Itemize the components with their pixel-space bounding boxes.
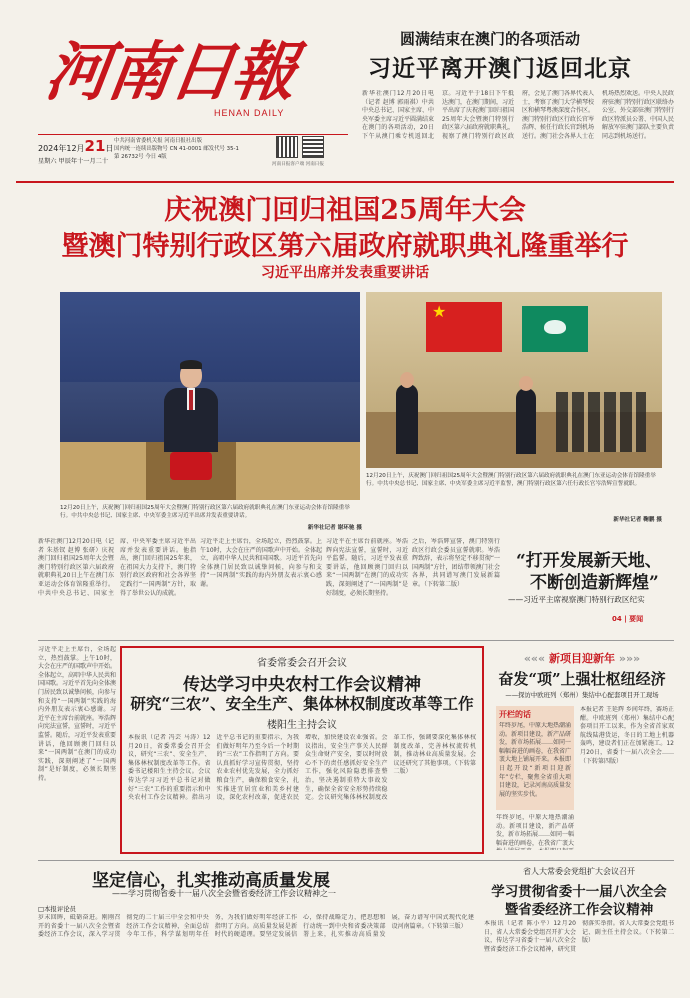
lead-body-1: 新华社澳门12月20日电（记者 朱基钗 赵博 张研）庆祝澳门回归祖国25周年大会暨澳门特别行政区第六届政府就职典礼20日上午在澳门东亚运动会体育馆隆重举行。中共中央总书记、国家主席、中央军委主席习近平出席并发表重要讲话。他指出，澳门回归祖国25年来，在祖国大力支持下，澳门特别行政区政府和社会各界坚定践行“一国两制”方针，取得了举世公认的成就。 bbox=[38, 538, 196, 597]
project-body-2: 年终岁尾，中原大地热潮涌动。新项目建设，新产品研发，新市场拓展……如同一幅幅奋进的画卷，在我省广袤大 bbox=[496, 814, 574, 847]
publisher-info: 中共河南省委机关报 河南日报社出版 国内统一连续出版物号 CN 41-0001 邮发代号 35-1 第 26732号 今日 4版 bbox=[114, 138, 239, 160]
project-body: 本报记者 王延辉 乡间年终，赛场正酣。中欧班列（郑州）集结中心配套项目开工以来，作为全省首家双航线陆港货运，冬日的工地上机器轰鸣，建设者们正在加紧施工。12月20日，省委十一届八次全会……（下转第四版） bbox=[580, 706, 674, 765]
top-news bbox=[362, 28, 674, 178]
commentary-title: 坚定信心，扎实推动高质量发展 bbox=[92, 871, 330, 891]
top-news-body: 新华社澳门12月20日电（记者 赵博 郭雨祺）中共中央总书记、国家主席、中央军委主席习近平圆满结束在澳门的各项活动，20日下午从澳门乘专机返回北京。习近平于18日下午抵达澳门，在澳门期间，习近平出席了庆祝澳门回归祖国25周年大会暨澳门特别行政区第六届政府就职典礼，视察了澳门特别行政区政府，会见了澳门各界代表人士，考察了澳门大学横琴校区和横琴粤澳深度合作区。澳门特别行政区行政长官岑浩辉、候任行政长官到机场送行。澳门社会各界人士在机场热烈欢送。中央人民政府驻澳门特别行政区联络办公室、外交部驻澳门特别行政区特派员公署、中国人民解放军驻澳门部队主要负责同志到机场送行。 bbox=[362, 90, 674, 140]
top-news-headline2: 习近平离开澳门返回北京 bbox=[368, 55, 632, 82]
issue-date: 2024年12月21日 bbox=[38, 137, 114, 155]
qr-code-1[interactable] bbox=[276, 136, 298, 158]
project-column-body: 年终岁尾，中原大地热潮涌动。新项目建设，新产品研发，新市场拓展……如同一幅幅奋进的画卷，在我省广袤大地上铺展开来。本报即日起开设“新项目迎新年”专栏，聚焦全省重大项目建设，记录河南高质量发展的坚实步伐。 bbox=[499, 722, 571, 798]
meeting-title-1: 传达学习中央农村工作会议精神 bbox=[183, 675, 421, 695]
masthead-logo-en: HENAN DAILY bbox=[214, 108, 285, 118]
national-flag: ★ bbox=[426, 302, 502, 352]
commentary-article bbox=[38, 864, 474, 994]
commentary-author: □本报评论员 bbox=[38, 905, 76, 913]
project-column-box bbox=[496, 706, 574, 810]
feature-subtitle: ——习近平主席视察澳门特别行政区纪实 bbox=[508, 595, 645, 604]
lead-body-continued: 习近平走上主席台，全场起立，热烈鼓掌。上午10时，大会在庄严的国歌声中开始。全体起立，高唱中华人民共和国国歌。习近平首先向全体澳门居民致以诚挚问候，向参与和支持“一国两制”实践的海内外朋友表示衷心感谢。习近平在主席台前就座。岑浩辉向宪法宣誓，宣誓时，习近平监誓。随后，习近平发表重要讲话，他回顾澳门回归以来“一国两制”在澳门的成功实践，深刻阐述了“一国两制”是好制度，必须长期坚持。 bbox=[38, 646, 116, 782]
meeting-article bbox=[120, 646, 484, 854]
project-article bbox=[490, 646, 674, 854]
speaker-figure bbox=[160, 362, 222, 452]
lead-photo-1-caption: 12月20日上午，庆祝澳门回归祖国25周年大会暨澳门特别行政区第六届政府就职典礼在澳门东亚运动会体育馆隆重举行。中共中央总书记、国家主席、中央军委主席习近平出席并发表重要讲话。 bbox=[60, 505, 350, 519]
top-news-headline1: 圆满结束在澳门的各项活动 bbox=[400, 30, 581, 48]
lead-photo-1-credit: 新华社记者 谢环驰 摄 bbox=[307, 525, 362, 531]
project-column-title: 开栏的话 bbox=[499, 710, 531, 719]
feature-page-ref[interactable]: 04 | 要闻 bbox=[612, 615, 644, 623]
commentary-subtitle: ——学习贯彻省委十一届八次全会暨省委经济工作会议精神之一 bbox=[112, 889, 336, 898]
conference-title-1: 学习贯彻省委十一届八次全会 bbox=[491, 884, 667, 900]
qr-caption: 河南日报客户端 河南日报 bbox=[272, 162, 324, 167]
lead-photo-2 bbox=[366, 292, 662, 468]
meeting-subhead: 楼阳生主持会议 bbox=[267, 720, 337, 731]
lead-photo-2-caption: 12月20日上午，庆祝澳门回归祖国25周年大会暨澳门特别行政区第六届政府就职典礼在澳门东亚运动会体育馆隆重举行。中共中央总书记、国家主席、中央军委主席习近平监誓，澳门特别行政区第六任行政长官岑浩辉宣誓就职。 bbox=[366, 473, 656, 487]
lead-body-4: 之后，岑浩辉宣誓，澳门特别行政区行政会委员宣誓就职。岑浩辉致辞，表示将坚定不移贯彻“一国两制”方针，团结带领澳门社会各界，共同谱写澳门发展新篇章。（下转第二版） bbox=[412, 538, 500, 588]
weekday-lunar: 星期六 甲辰年十一月二十 bbox=[38, 158, 109, 165]
project-banner: ««« 新项目迎新年 »»» bbox=[523, 652, 641, 665]
masthead bbox=[16, 20, 346, 180]
lead-photo-2-credit: 新华社记者 鞠鹏 摄 bbox=[613, 517, 662, 523]
lead-body-3: 习近平在主席台前就座。岑浩辉向宪法宣誓，宣誓时，习近平监誓。随后，习近平发表重要讲话，他回顾澳门回归以来“一国两制”在澳门的成功实践，深刻阐述了“一国两制”是好制度，必须长期坚持。 bbox=[326, 538, 408, 597]
lead-headline2: 暨澳门特别行政区第六届政府就职典礼隆重举行 bbox=[61, 231, 629, 262]
meeting-kicker: 省委常委会召开会议 bbox=[257, 658, 347, 669]
meeting-body: 本报讯（记者 冯芸 马涛）12月20日，省委常委会召开会议，研究“三农”、安全生产、集体林权制度改革等工作。省委书记楼阳生主持会议。会议传达学习习近平总书记对做好“三农”工作的重要指示和中央农村工作会议精神。指出习近平总书记的重要指示，为我们做好明年乃至今后一个时期的“三农”工作指明了方向。要认真抓好学习宣传贯彻，坚持农业农村优先发展，全力抓好粮食生产，确保粮食安全，扎实推进宜居宜业和美乡村建设，深化农村改革，促进农民增收，加快建设农业强省。会议指出，安全生产事关人民群众生命财产安全，要以时时放心不下的责任感抓好安全生产工作，强化风险隐患排查整治，坚决遏制重特大事故发生，确保全省安全形势持续稳定。会议研究集体林权制度改革工作，强调要深化集体林权制度改革，完善林权流转机制，推动林业高质量发展。会议还研究了其他事项。（下转第二版） bbox=[128, 734, 476, 802]
conference-article bbox=[484, 864, 674, 994]
feature-title-1: “打开发展新天地、 bbox=[516, 551, 662, 571]
commentary-body: 岁末回眸，砥砺奋进。刚刚召开的省委十一届八次全会暨省委经济工作会议，深入学习贯彻党的二十届三中全会和中央经济工作会议精神，全面总结今年工作，科学谋划明年任务，为我们做好明年经济工作指明了方向。高质量发展是新时代的硬道理。要坚定发展信心，保持战略定力，把思想和行动统一到中央和省委决策部署上来，扎实推动高质量发展，奋力谱写中国式现代化建设河南篇章。（下转第三版） bbox=[38, 914, 474, 939]
conference-body: 本报讯（记者 陈小平）12月20日，省人大常委会党组召开扩大会议，传达学习省委十一届八次全会暨省委经济工作会议精神，研究贯彻落实举措。省人大常委会党组书记、副主任主持会议。（下转第二版） bbox=[484, 920, 674, 953]
feature-box[interactable] bbox=[508, 542, 674, 636]
project-subtitle: ——探访中欧班列（郑州）集结中心配套项目开工现场 bbox=[505, 691, 659, 699]
qr-code-2[interactable] bbox=[302, 136, 324, 158]
macao-flag bbox=[522, 306, 588, 352]
meeting-title-2: 研究“三农”、安全生产、集体林权制度改革等工作 bbox=[130, 694, 474, 713]
feature-title-2: 不断创造新辉煌” bbox=[530, 573, 659, 593]
conference-title-2: 暨省委经济工作会议精神 bbox=[504, 902, 654, 918]
masthead-logo: 河南日報 bbox=[40, 35, 300, 110]
lead-body-2: 习近平走上主席台，全场起立，热烈鼓掌。上午10时，大会在庄严的国歌声中开始。全体起立，高唱中华人民共和国国歌。习近平首先向全体澳门居民致以诚挚问候，向参与和支持“一国两制”实践的海内外朋友表示衷心感谢。 bbox=[200, 538, 322, 588]
project-title: 奋发“项”上强壮枢纽经济 bbox=[498, 670, 666, 688]
lead-headline1: 庆祝澳门回归祖国25周年大会 bbox=[164, 195, 526, 226]
conference-kicker: 省人大常委会党组扩大会议召开 bbox=[523, 867, 635, 876]
lead-photo-1 bbox=[60, 292, 360, 500]
lead-subhead: 习近平出席并发表重要讲话 bbox=[261, 265, 429, 281]
